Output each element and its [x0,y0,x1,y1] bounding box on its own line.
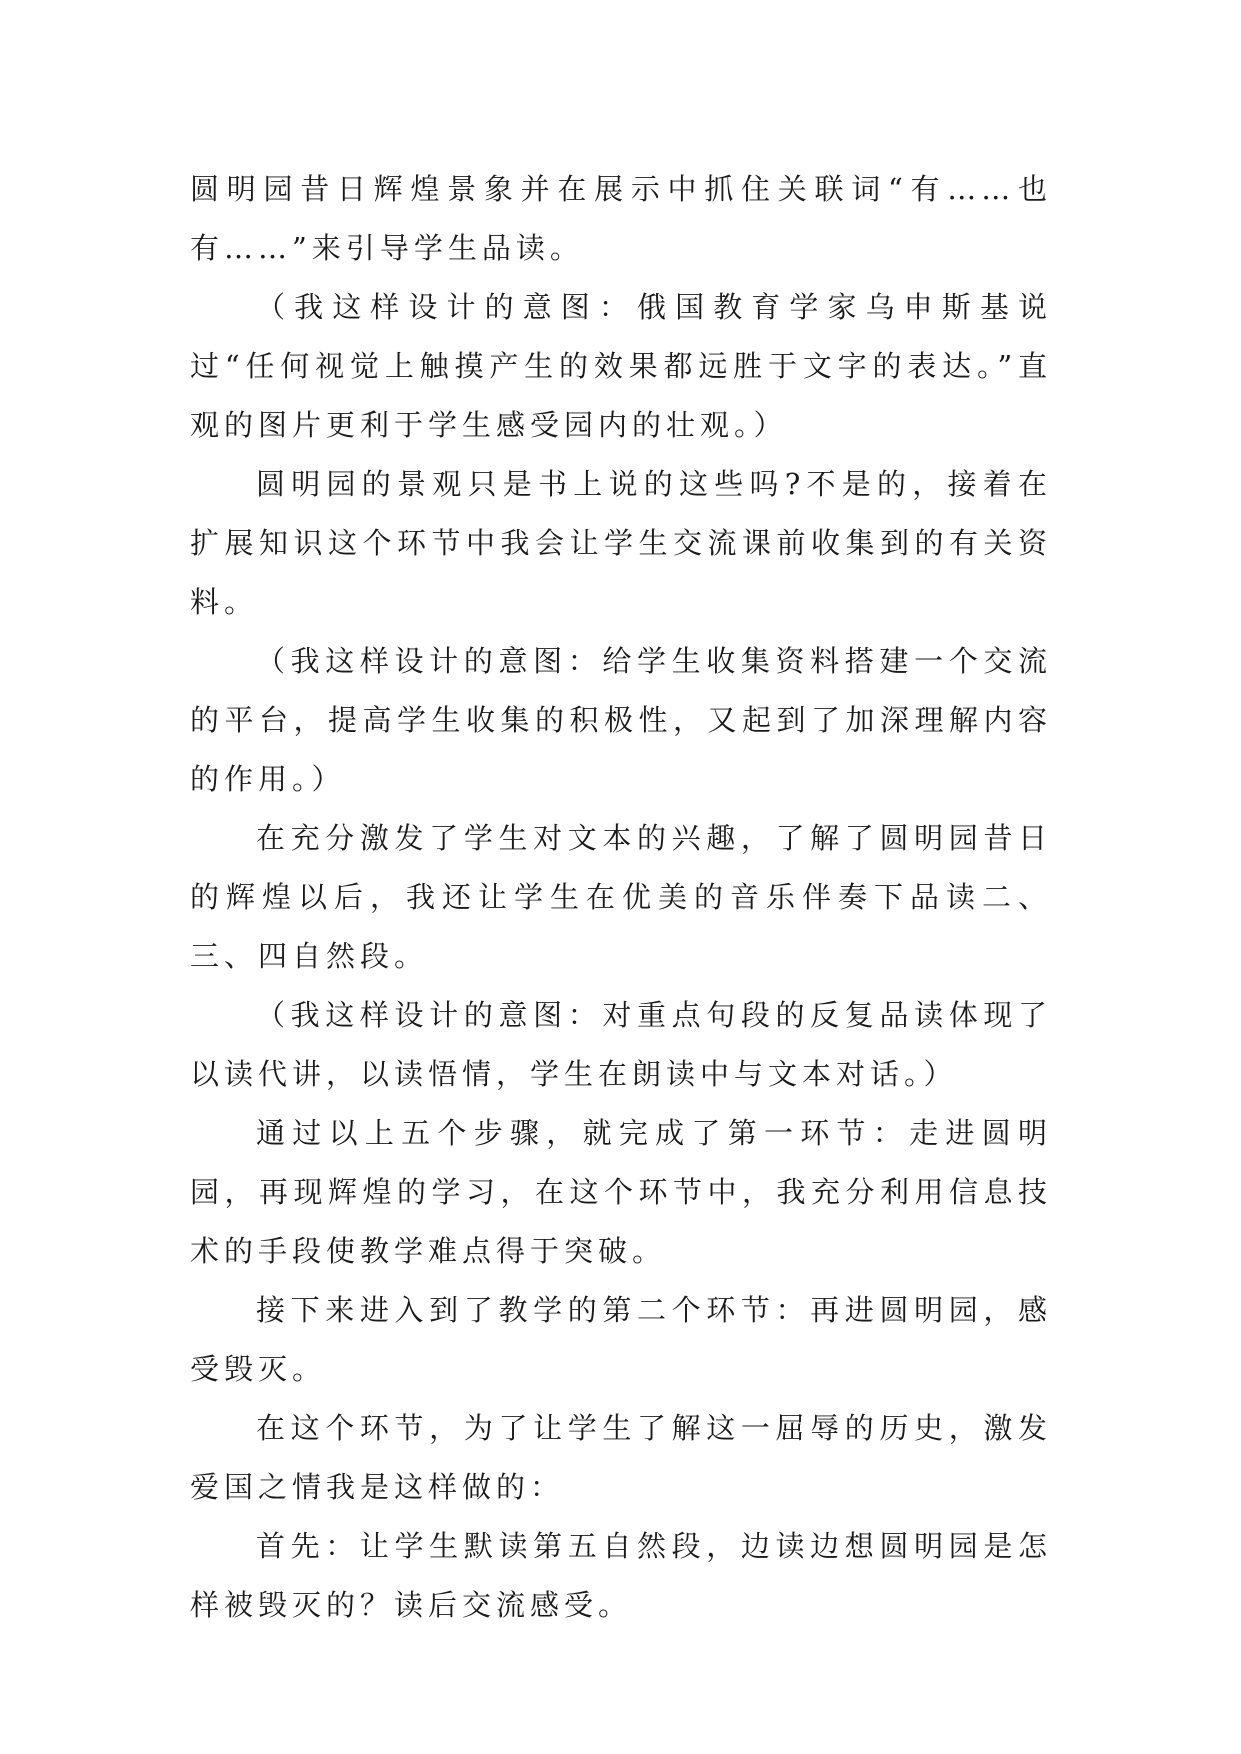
paragraph: （我这样设计的意图：俄国教育学家乌申斯基说过“任何视觉上触摸产生的效果都远胜于文字的表达。”直观的图片更利于学生感受园内的壮观。） [190,290,1052,442]
paragraph: （我这样设计的意图：对重点句段的反复品读体现了以读代讲，以读悟情，学生在朗读中与文本对话。） [190,998,1052,1091]
paragraph: 接下来进入到了教学的第二个环节：再进圆明园，感受毁灭。 [190,1293,1052,1386]
paragraph: 首先：让学生默读第五自然段，边读边想圆明园是怎样被毁灭的？读后交流感受。 [190,1529,1052,1622]
paragraph: 圆明园昔日辉煌景象并在展示中抓住关联词“有……也有……”来引导学生品读。 [190,172,1052,265]
paragraph: 在充分激发了学生对文本的兴趣，了解了圆明园昔日的辉煌以后，我还让学生在优美的音乐伴奏下品读二、三、四自然段。 [190,821,1052,973]
paragraph: 圆明园的景观只是书上说的这些吗?不是的，接着在扩展知识这个环节中我会让学生交流课前收集到的有关资料。 [190,467,1052,619]
paragraph: （我这样设计的意图：给学生收集资料搭建一个交流的平台，提高学生收集的积极性，又起到了加深理解内容的作用。） [190,644,1052,796]
paragraph: 通过以上五个步骤，就完成了第一环节：走进圆明园，再现辉煌的学习，在这个环节中，我充分利用信息技术的手段使教学难点得于突破。 [190,1116,1052,1268]
document-page [190,160,1052,1635]
paragraph: 在这个环节，为了让学生了解这一屈辱的历史，激发爱国之情我是这样做的： [190,1411,1052,1504]
